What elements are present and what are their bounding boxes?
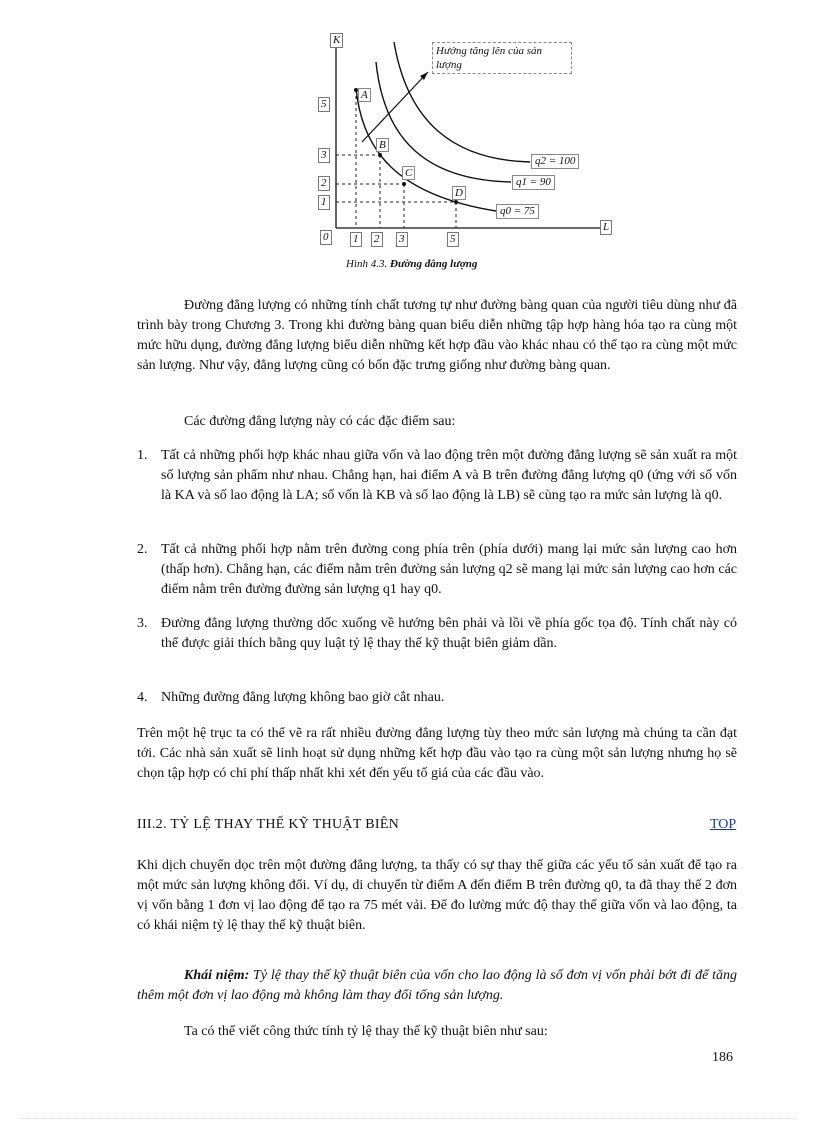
x-tick-1: 1: [350, 232, 362, 247]
list-number-4: 4.: [137, 690, 148, 705]
curve-label-q1: q1 = 90: [512, 175, 555, 190]
caption-title: Đường đẳng lượng: [390, 258, 478, 270]
section-heading: III.2. TỶ LỆ THAY THẾ KỸ THUẬT BIÊN: [137, 817, 400, 832]
list-text-1: Tất cả những phối hợp khác nhau giữa vốn và lao động trên một đường đẳng lượng sẽ sản xuất ra một số lượng sản phẩm như nhau. Chẳng hạn, hai điểm A và B trên đường đẳng lượng q0 (ứng với số vốn là KA và số lao động là LA; số vốn là KB và số lao động là LB) sẽ cùng tạo ra mức sản lượng là q0.: [161, 448, 737, 503]
isoquant-q1: [376, 62, 511, 182]
origin-label: 0: [320, 230, 332, 245]
list-item-1: [137, 446, 737, 506]
paragraph-many-isoquants: Trên một hệ trục ta có thể vẽ ra rất nhiều đường đẳng lượng tùy theo mức sản lượng mà chúng ta cần đạt tới. Các nhà sản xuất sẽ linh hoạt sử dụng những kết hợp đầu vào tạo ra cùng một sản lượng nhưng họ sẽ chọn tập hợp có chi phí thấp nhất khi xét đến yếu tố giá của các đầu vào.: [137, 726, 737, 781]
curve-label-q2: q2 = 100: [531, 154, 579, 169]
list-number-1: 1.: [137, 448, 148, 463]
point-label-a: A: [358, 88, 371, 102]
list-text-3: Đường đẳng lượng thường dốc xuống về hướng bên phải và lồi về phía gốc tọa độ. Tính chất này có thể được giải thích bằng quy luật tỷ lệ thay thế kỹ thuật biên giảm dần.: [161, 616, 737, 651]
x-tick-3: 3: [396, 232, 408, 247]
y-tick-2: 2: [318, 176, 330, 191]
figure-caption: [346, 258, 477, 270]
paragraph-formula-intro: Ta có thể viết công thức tính tỷ lệ thay thế kỹ thuật biên như sau:: [184, 1024, 548, 1039]
concept-definition: [137, 966, 737, 1006]
y-tick-1: 1: [318, 195, 330, 210]
output-direction-note: Hướng tăng lên của sản lượng: [432, 42, 572, 74]
footer-divider: [20, 1118, 796, 1119]
list-item-3: [137, 614, 737, 654]
page-number: 186: [712, 1050, 733, 1065]
paragraph-isoquant-properties: Đường đẳng lượng có những tính chất tương tự như đường bàng quan của người tiêu dùng như đã trình bày trong Chương 3. Trong khi đường bàng quan biểu diễn những tập hợp hàng hóa tạo ra cùng một mức hữu dụng, đường đẳng lượng biểu diễn những kết hợp đầu vào khác nhau có thể tạo ra cùng một mức sản lượng. Như vậy, đẳng lượng cũng có bốn đặc trưng giống như đường bàng quan.: [137, 298, 737, 373]
x-tick-2: 2: [371, 232, 383, 247]
x-axis-label: L: [600, 220, 612, 235]
list-number-3: 3.: [137, 616, 148, 631]
concept-text: Tỷ lệ thay thế kỹ thuật biên của vốn cho lao động là số đơn vị vốn phải bớt đi để tăng thêm một đơn vị lao động mà không làm thay đổi tổng sản lượng.: [137, 968, 737, 1003]
x-tick-5: 5: [447, 232, 459, 247]
top-link[interactable]: TOP: [710, 817, 737, 832]
paragraph-substitution: Khi dịch chuyển dọc trên một đường đẳng lượng, ta thấy có sự thay thế giữa các yếu tố sản xuất để tạo ra một mức sản lượng không đổi. Ví dụ, di chuyển từ điểm A đến điểm B trên đường q0, ta đã thay thế 2 đơn vị vốn bằng 1 đơn vị lao động để tạo ra 75 mét vải. Để đo lường mức độ thay thế giữa vốn và lao động, ta có khái niệm tỷ lệ thay thế kỹ thuật biên.: [137, 858, 737, 933]
isoquant-figure: [316, 30, 610, 280]
list-number-2: 2.: [137, 542, 148, 557]
point-label-c: C: [402, 166, 415, 180]
curve-label-q0: q0 = 75: [496, 204, 539, 219]
list-text-4: Những đường đẳng lượng không bao giờ cắt nhau.: [161, 690, 445, 705]
caption-number: Hình 4.3.: [346, 258, 388, 270]
list-text-2: Tất cả những phối hợp nằm trên đường cong phía trên (phía dưới) mang lại mức sản lượng cao hơn (thấp hơn). Chẳng hạn, các điểm nằm trên đường sản lượng q2 sẽ mang lại mức sản lượng cao hơn các điểm nằm trên đường đường sản lượng q1 hay q0.: [161, 542, 737, 597]
concept-label: Khái niệm:: [184, 968, 250, 983]
guide-lines: [336, 90, 456, 228]
paragraph-characteristics-intro: Các đường đẳng lượng này có các đặc điểm sau:: [184, 414, 456, 429]
point-label-b: B: [376, 138, 389, 152]
y-axis-label: K: [330, 33, 343, 48]
point-label-d: D: [452, 186, 466, 200]
list-item-4: [137, 688, 737, 708]
list-item-2: [137, 540, 737, 600]
y-tick-5: 5: [318, 97, 330, 112]
y-tick-3: 3: [318, 148, 330, 163]
